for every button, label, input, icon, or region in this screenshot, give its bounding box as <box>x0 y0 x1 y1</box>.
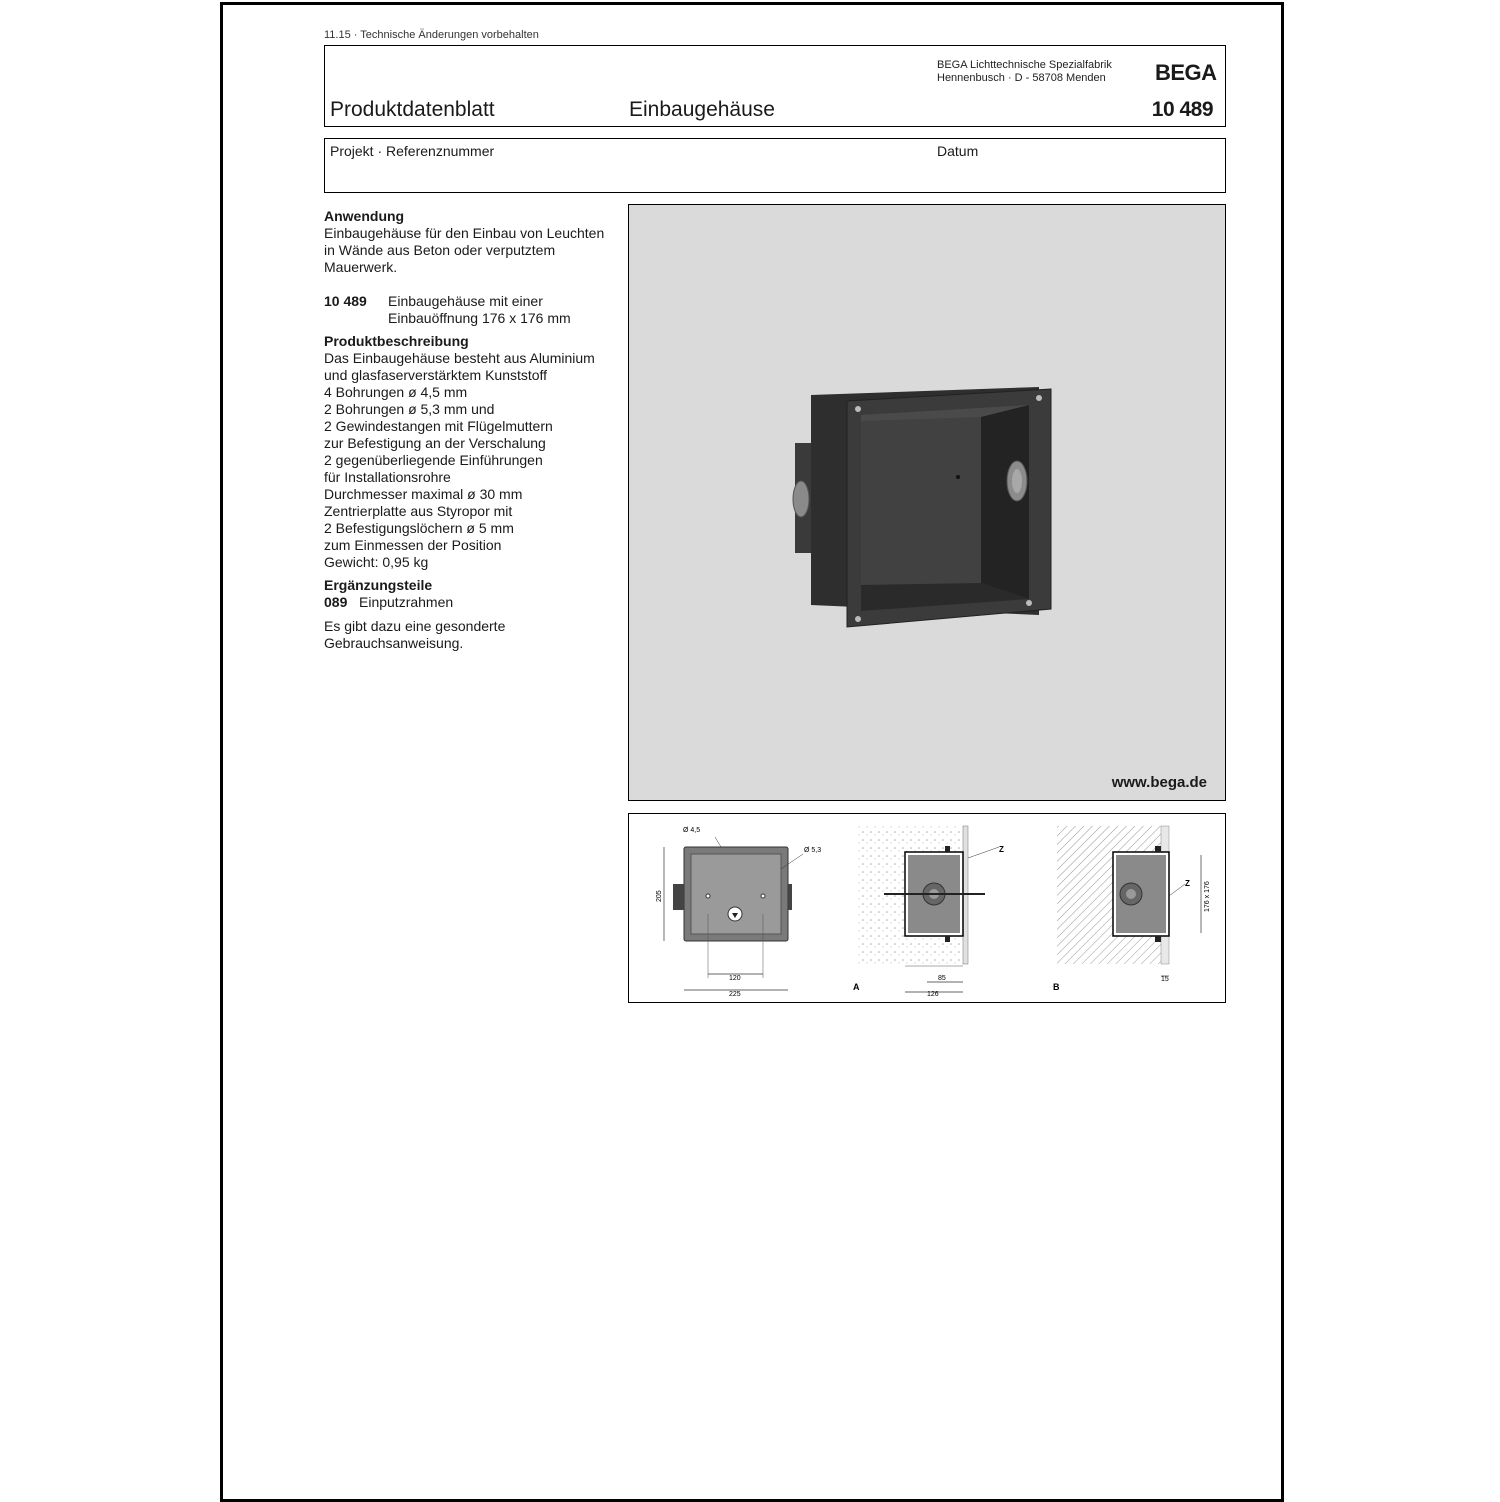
label-z-b: Z <box>1185 879 1190 888</box>
dimension-drawings <box>629 814 1225 1002</box>
dim-15: 15 <box>1161 976 1169 983</box>
note-line: Es gibt dazu eine gesonderte <box>324 618 506 634</box>
dim-width: 225 <box>729 991 741 998</box>
beschreibung-line: und glasfaserverstärktem Kunststoff <box>324 367 548 383</box>
screw-icon <box>855 616 861 622</box>
date-label: Datum <box>937 143 979 159</box>
website-link[interactable]: www.bega.de <box>1111 774 1207 791</box>
anwendung-line: Mauerwerk. <box>324 259 398 275</box>
beschreibung-line: Gewicht: 0,95 kg <box>324 554 429 570</box>
section-view-a <box>853 826 1004 998</box>
anwendung-line: Einbaugehäuse für den Einbau von Leuchten <box>324 225 605 241</box>
item-line: Einbaugehäuse mit einer <box>388 293 543 309</box>
project-box <box>324 138 1226 193</box>
front-view-conduit <box>673 884 684 910</box>
anwendung-heading: Anwendung <box>324 208 405 224</box>
beschreibung-line: Das Einbaugehäuse besteht aus Aluminium <box>324 350 595 366</box>
ergaenzung-heading: Ergänzungsteile <box>324 577 433 593</box>
label-z-a: Z <box>999 845 1004 854</box>
screw-icon <box>855 406 861 412</box>
product-number: 10 489 <box>1151 98 1213 121</box>
label-a: A <box>853 982 860 992</box>
section-view-b <box>1053 826 1211 992</box>
screw-icon <box>1036 395 1042 401</box>
anwendung-line: in Wände aus Beton oder verputztem <box>324 242 556 258</box>
front-view <box>656 827 821 998</box>
beschreibung-line: zum Einmessen der Position <box>324 537 502 553</box>
ergaenzung-name: Einputzrahmen <box>359 594 454 610</box>
description-column <box>324 208 614 652</box>
dim-hole-1: Ø 4,5 <box>683 827 701 834</box>
beschreibung-line: für Installationsrohre <box>324 469 451 485</box>
beschreibung-line: 2 Bohrungen ø 5,3 mm und <box>324 401 495 417</box>
housing-inner-wall <box>981 405 1029 599</box>
beschreibung-line: 4 Bohrungen ø 4,5 mm <box>324 384 468 400</box>
beschreibung-line: Durchmesser maximal ø 30 mm <box>324 486 523 502</box>
beschreibung-line: 2 Gewindestangen mit Flügelmuttern <box>324 418 553 434</box>
technical-drawing <box>628 813 1226 1003</box>
dim-85: 85 <box>938 975 946 982</box>
beschreibung-line: zur Befestigung an der Verschalung <box>324 435 546 451</box>
screw-icon <box>1026 600 1032 606</box>
beschreibung-line: 2 gegenüberliegende Einführungen <box>324 452 543 468</box>
dim-hole-2: Ø 5,3 <box>804 847 822 854</box>
project-label: Projekt · Referenznummer <box>330 143 495 159</box>
note-line: Gebrauchsanweisung. <box>324 635 464 651</box>
beschreibung-line: 2 Befestigungslöchern ø 5 mm <box>324 520 514 536</box>
item-row <box>324 293 614 327</box>
company-line-2: Hennenbusch · D - 58708 Menden <box>937 72 1106 84</box>
dim-height: 205 <box>656 890 663 902</box>
housing-photo-illustration <box>629 205 1225 800</box>
beschreibung-line: Zentrierplatte aus Styropor mit <box>324 503 513 519</box>
dim-opening: 176 x 176 <box>1204 881 1211 912</box>
item-line: Einbauöffnung 176 x 176 mm <box>388 310 571 326</box>
document-title: Produktdatenblatt <box>330 98 495 121</box>
datasheet-page <box>220 2 1284 1502</box>
dim-inner: 120 <box>729 975 741 982</box>
company-line-1: BEGA Lichttechnische Spezialfabrik <box>937 59 1112 71</box>
beschreibung-heading: Produktbeschreibung <box>324 333 469 349</box>
revision-note: 11.15 · Technische Änderungen vorbehalten <box>324 29 539 41</box>
product-name: Einbaugehäuse <box>629 98 775 121</box>
dim-126: 126 <box>927 991 939 998</box>
product-photo <box>628 204 1226 801</box>
header-box <box>324 45 1226 127</box>
item-number: 10 489 <box>324 293 367 309</box>
brand-logo: BEGA <box>1155 60 1217 85</box>
company-address <box>937 59 1112 85</box>
ergaenzung-number: 089 <box>324 594 348 610</box>
left-conduit-entry <box>793 481 809 517</box>
ergaenzung-row <box>324 594 614 611</box>
label-b: B <box>1053 982 1060 992</box>
